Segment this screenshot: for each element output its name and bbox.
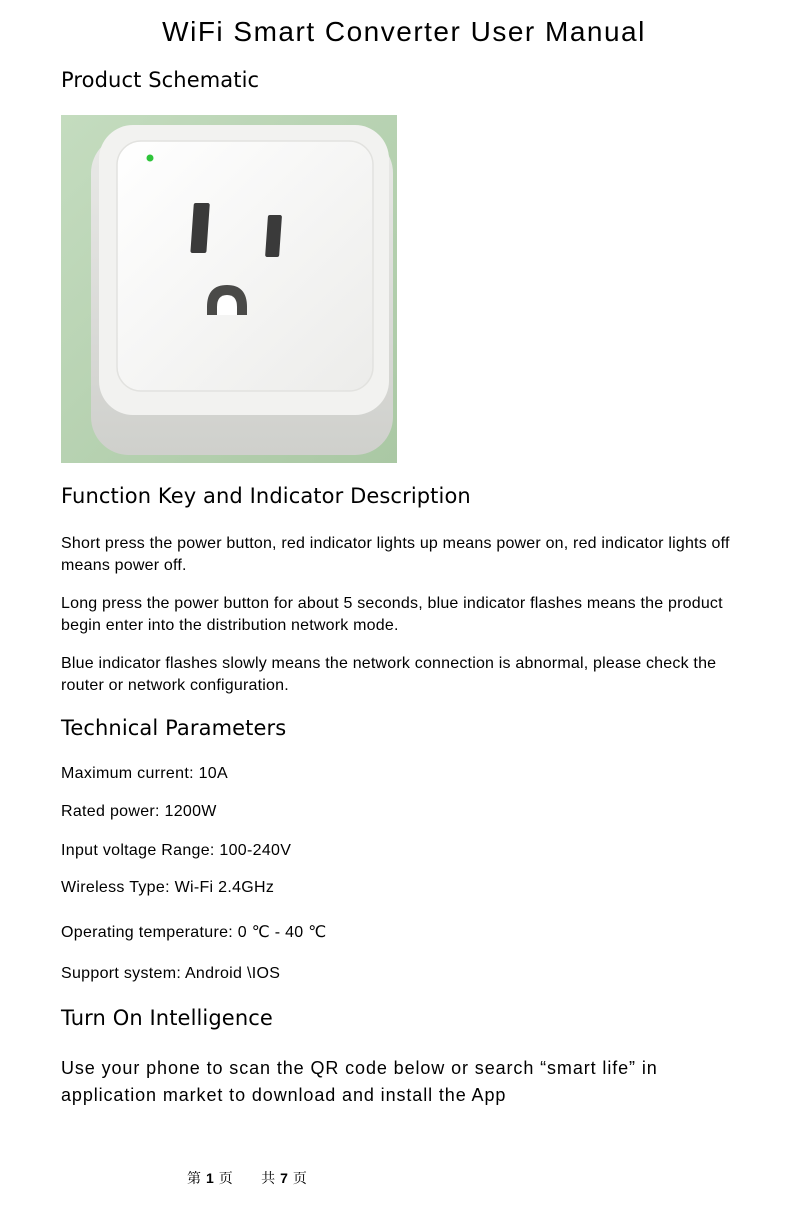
footer-page-number: 1	[206, 1170, 215, 1186]
function-paragraph-2: Long press the power button for about 5 seconds, blue indicator flashes means the product begin enter into the distribution network mode.	[61, 595, 723, 634]
heading-function-key: Function Key and Indicator Description	[61, 484, 471, 508]
footer-prefix: 第	[187, 1171, 202, 1187]
footer-total-unit: 页	[292, 1171, 308, 1187]
document-title: WiFi Smart Converter User Manual	[162, 16, 646, 47]
footer-total-prefix: 共	[261, 1171, 277, 1187]
function-paragraph-1: Short press the power button, red indicator lights up means power on, red indicator lights off means power off.	[61, 535, 730, 574]
heading-technical-parameters: Technical Parameters	[61, 716, 287, 740]
intelligence-instructions: Use your phone to scan the QR code below or search “smart life” in application market to download and install the App	[61, 1058, 658, 1105]
footer-page-unit: 页	[218, 1171, 234, 1187]
param-support-system: Support system: Android \IOS	[61, 965, 281, 982]
heading-turn-on-intelligence: Turn On Intelligence	[61, 1006, 273, 1030]
param-max-current: Maximum current: 10A	[61, 765, 228, 782]
param-wireless-type: Wireless Type: Wi-Fi 2.4GHz	[61, 879, 275, 896]
param-rated-power: Rated power: 1200W	[61, 803, 217, 820]
product-image	[61, 115, 397, 463]
param-operating-temperature: Operating temperature: 0 ℃ - 40 ℃	[61, 924, 327, 941]
indicator-light	[147, 155, 154, 162]
param-input-voltage: Input voltage Range: 100-240V	[61, 842, 292, 859]
page-footer	[187, 1168, 308, 1188]
footer-total-pages: 7	[280, 1170, 289, 1186]
function-paragraph-3: Blue indicator flashes slowly means the network connection is abnormal, please check the router or network configuration.	[61, 655, 717, 694]
heading-product-schematic: Product Schematic	[61, 68, 260, 92]
